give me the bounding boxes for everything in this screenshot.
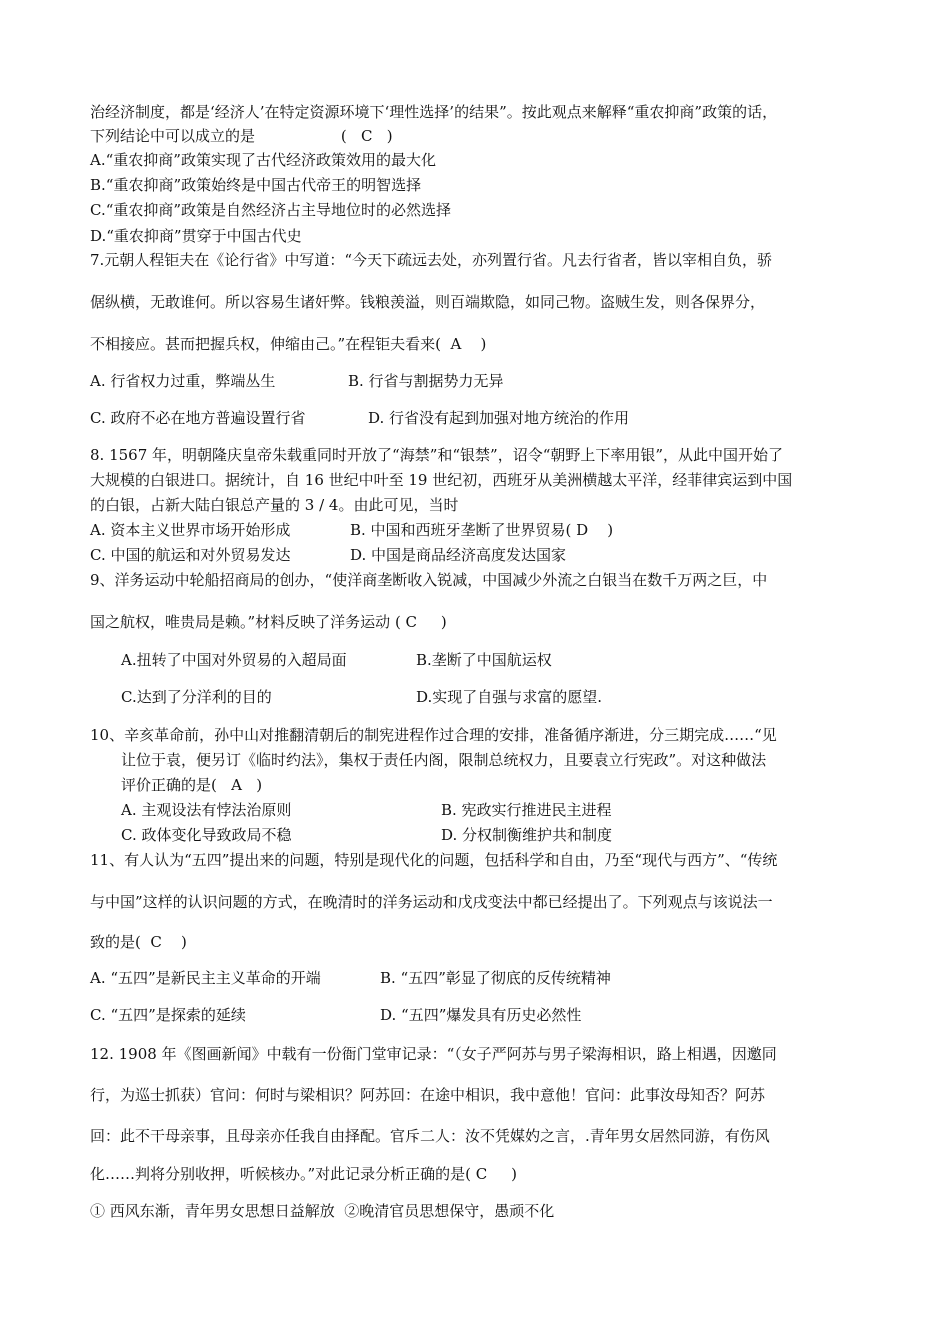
option-b: B. 行省与割据势力无异 [348, 372, 504, 390]
option-a: A.扭转了中国对外贸易的入超局面 [121, 651, 347, 669]
text-line: 回：此不干母亲事，且母亲亦任我自由择配。官斥二人：汝不凭媒妁之言，.青年男女居然同游，有伤风 [90, 1127, 770, 1145]
text-line: 与中国”这样的认识问题的方式，在晚清时的洋务运动和戊戌变法中都已经提出了。下列观点与该说法一 [90, 893, 773, 911]
option-a: A.“重农抑商”政策实现了古代经济政策效用的最大化 [90, 151, 436, 169]
option-b: B.垄断了中国航运权 [416, 651, 552, 669]
option-d: D. 中国是商品经济高度发达国家 [350, 546, 567, 564]
option-d: D.实现了自强与求富的愿望. [416, 688, 603, 706]
text-line: 大规模的白银进口。据统计，自 16 世纪中叶至 19 世纪初，西班牙从美洲横越太平洋，经菲律宾运到中国 [90, 471, 793, 489]
option-b: B. 中国和西班牙垄断了世界贸易( D ) [350, 521, 614, 539]
option-d: D.“重农抑商”贯穿于中国古代史 [90, 227, 302, 245]
question-stem: 不相接应。甚而把握兵权，伸缩由己。”在程钜夫看来( A ) [90, 335, 487, 353]
option-d: D. “五四”爆发具有历史必然性 [380, 1006, 582, 1024]
option-a: A. 行省权力过重，弊端丛生 [90, 372, 276, 390]
option-c: C.达到了分洋利的目的 [121, 688, 272, 706]
option-d: D. 行省没有起到加强对地方统治的作用 [368, 409, 630, 427]
option-a: A. 资本主义世界市场开始形成 [90, 521, 291, 539]
statement-list: ① 西风东渐，青年男女思想日益解放 ②晚清官员思想保守，愚顽不化 [90, 1202, 555, 1220]
question-stem: 致的是( C ) [90, 933, 187, 951]
option-c: C. 中国的航运和对外贸易发达 [90, 546, 291, 564]
option-b: B. “五四”彰显了彻底的反传统精神 [380, 969, 611, 987]
question-stem: 评价正确的是( A ) [121, 776, 263, 794]
question-9: 9、洋务运动中轮船招商局的创办，“使洋商垄断收入锐减，中国减少外流之白银当在数千万两之巨，中 [90, 571, 768, 589]
question-10: 10、辛亥革命前，孙中山对推翻清朝后的制宪进程作过合理的安排，准备循序渐进，分三期完成……“见 [90, 726, 777, 744]
option-b: B. 宪政实行推进民主进程 [441, 801, 612, 819]
question-8: 8. 1567 年，明朝隆庆皇帝朱载重同时开放了“海禁”和“银禁”，诏令“朝野上下率用银”，从此中国开始了 [90, 446, 784, 464]
option-c: C. “五四”是探索的延续 [90, 1006, 246, 1024]
question-stem: 的白银，占新大陆白银总产量的 3 / 4。由此可见，当时 [90, 496, 459, 514]
question-stem: 国之航权，唯贵局是赖。”材料反映了洋务运动 ( C ) [90, 613, 447, 631]
option-a: A. “五四”是新民主主义革命的开端 [90, 969, 321, 987]
question-12: 12. 1908 年《图画新闻》中载有一份衙门堂审记录：“（女子严阿苏与男子梁海相识，路上相遇，因邀同 [90, 1045, 777, 1063]
option-d: D. 分权制衡维护共和制度 [441, 826, 613, 844]
question-stem: 化……判将分别收押，听候核办。”对此记录分析正确的是( C ) [90, 1165, 517, 1183]
text-line: 让位于袁，便另订《临时约法》，集权于责任内阁，限制总统权力，且要袁立行宪政”。对这种做法 [121, 751, 767, 769]
option-b: B.“重农抑商”政策始终是中国古代帝王的明智选择 [90, 176, 422, 194]
text-line: 行，为巡士抓获）官问：何时与梁相识？阿苏回：在途中相识，我中意他！官问：此事汝母知否？阿苏 [90, 1086, 766, 1104]
question-11: 11、有人认为“五四”提出来的问题，特别是现代化的问题，包括科学和自由，乃至“现代与西方”、“传统 [90, 851, 778, 869]
question-stem: 下列结论中可以成立的是 ( C ) [90, 127, 393, 145]
option-c: C.“重农抑商”政策是自然经济占主导地位时的必然选择 [90, 201, 452, 219]
text-line: 倨纵横，无敢谁何。所以容易生诸奸弊。钱粮羡溢，则百端欺隐，如同己物。盗贼生发，则各保界分， [90, 293, 766, 311]
option-c: C. 政府不必在地方普遍设置行省 [90, 409, 306, 427]
option-a: A. 主观设法有悖法治原则 [121, 801, 292, 819]
question-7: 7.元朝人程钜夫在《论行省》中写道：“今天下疏远去处，亦列置行省。凡去行省者，皆以宰相自负，骄 [90, 251, 772, 269]
text-line: 治经济制度，都是‘经济人’在特定资源环境下‘理性选择’的结果”。按此观点来解释“重农抑商”政策的话， [90, 103, 778, 121]
option-c: C. 政体变化导致政局不稳 [121, 826, 292, 844]
